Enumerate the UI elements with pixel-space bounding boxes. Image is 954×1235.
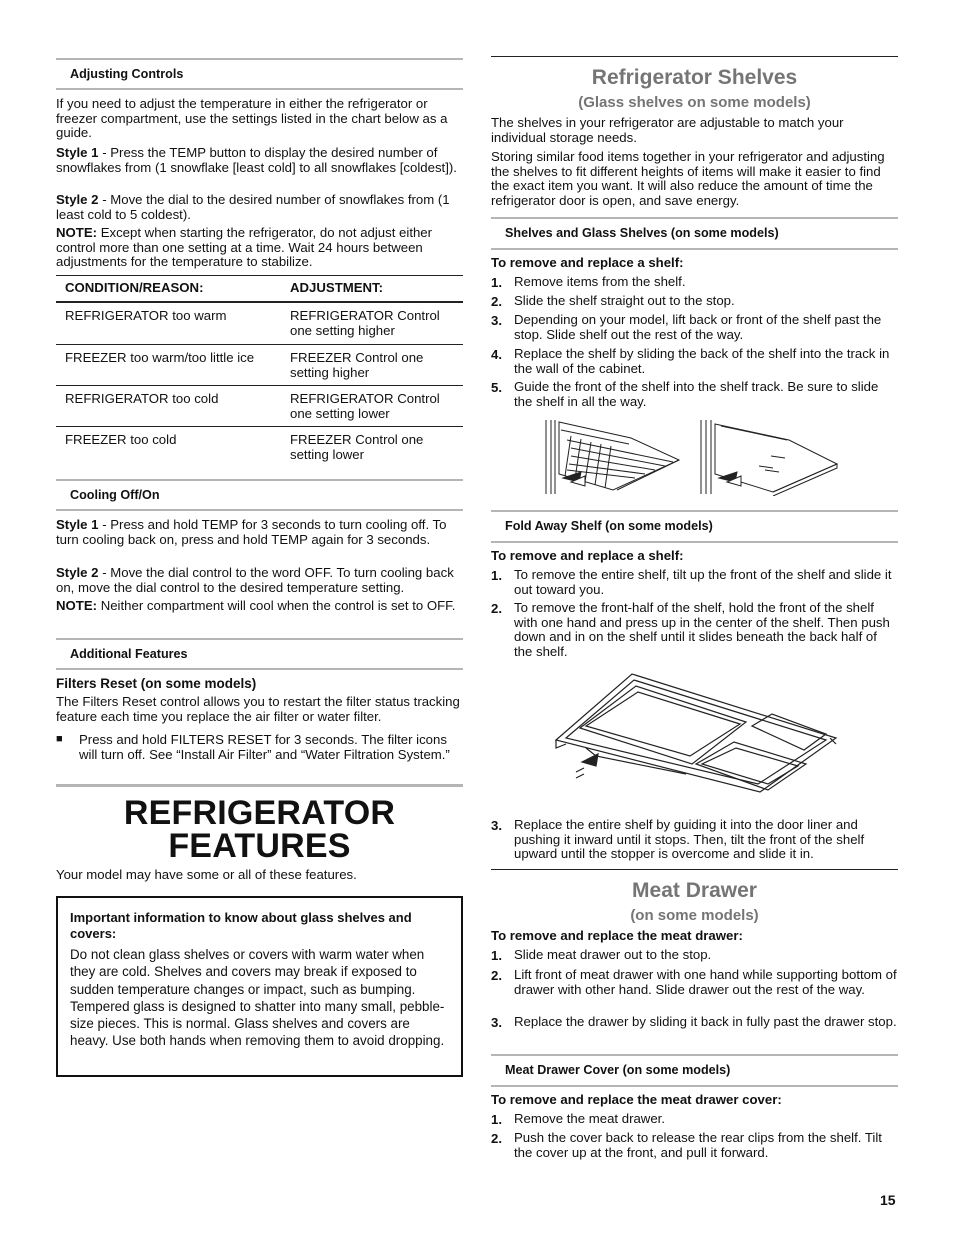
- glass-warning-box: [56, 896, 463, 1077]
- adjustment-table: [56, 275, 463, 481]
- table-cell: REFRIGERATOR too warm: [65, 308, 227, 323]
- filters-bullet-text: Press and hold FILTERS RESET for 3 seconds. The filter icons will turn off. See “Install Air Filter” and “Water Filtration System.”: [79, 732, 450, 762]
- shelf-illustration: [541, 418, 841, 496]
- meat-drawer-title: Meat Drawer: [632, 879, 757, 902]
- meat-drawer-lead: To remove and replace the meat drawer:: [491, 928, 743, 943]
- table-cell: REFRIGERATOR Control one setting lower: [290, 391, 440, 421]
- meat-drawer-rule: [491, 869, 898, 870]
- adjusting-controls-header: [56, 58, 463, 90]
- features-title-line1: REFRIGERATOR: [123, 794, 396, 832]
- adjusting-note: NOTE: Except when starting the refrigerator, do not adjust either control more than one setting at a time. Wait 24 hours between adjustments for the temperature to stabilize.: [56, 225, 433, 270]
- cooling-style2: Style 2 - Move the dial control to the word OFF. To turn cooling back on, move the dial control to the desired temperature setting.: [56, 565, 454, 595]
- glass-shelves-heading: Shelves and Glass Shelves (on some models): [505, 226, 779, 240]
- fold-away-lead: To remove and replace a shelf:: [491, 548, 684, 563]
- adjusting-controls-heading: Adjusting Controls: [70, 67, 184, 81]
- table-row: [56, 303, 463, 345]
- table-cell: REFRIGERATOR Control one setting higher: [290, 308, 440, 338]
- section-divider: [56, 784, 463, 787]
- meat-cover-lead: To remove and replace the meat drawer cover:: [491, 1092, 782, 1107]
- filters-reset-text: The Filters Reset control allows you to restart the filter status tracking feature each time you replace the air filter or water filter.: [56, 694, 460, 724]
- glass-warning-title: Important information to know about glass shelves and covers:: [70, 910, 412, 941]
- shelves-p1: The shelves in your refrigerator are adjustable to match your individual storage needs.: [491, 115, 844, 145]
- adjusting-style2: Style 2 - Move the dial to the desired number of snowflakes from (1 least cold to 5 coldest).: [56, 192, 450, 222]
- cooling-note: NOTE: Neither compartment will cool when the control is set to OFF.: [56, 598, 456, 613]
- table-cell: FREEZER too warm/too little ice: [65, 350, 255, 365]
- table-header-condition: CONDITION/REASON:: [65, 280, 204, 295]
- table-row: [56, 345, 463, 386]
- fold-away-shelf-illustration: [546, 668, 846, 798]
- filters-bullet: [56, 733, 463, 778]
- cooling-style1: Style 1 - Press and hold TEMP for 3 seconds to turn cooling off. To turn cooling back on, press and hold TEMP again for 3 seconds.: [56, 517, 447, 547]
- additional-features-heading: Additional Features: [70, 647, 188, 661]
- glass-shelves-header: [491, 217, 898, 250]
- cooling-header: [56, 479, 463, 511]
- filters-reset-title: Filters Reset (on some models): [56, 676, 257, 691]
- top-rule: [491, 56, 898, 57]
- table-cell: FREEZER Control one setting higher: [290, 350, 424, 380]
- table-cell: FREEZER Control one setting lower: [290, 432, 424, 462]
- fold-away-heading: Fold Away Shelf (on some models): [505, 519, 713, 533]
- bullet-square-icon: ■: [56, 733, 63, 745]
- glass-warning-text: Do not clean glass shelves or covers with warm water when they are cold. Shelves and covers may break if exposed to sudden temperature changes or impact, such as bumping. Tempered glass is designed to shatter into many small, pebble-size pieces. This is normal. Glass shelves and covers are heavy. Use both hands when removing them to avoid dropping.: [70, 947, 445, 1049]
- shelves-title: Refrigerator Shelves: [591, 66, 798, 89]
- meat-cover-header: [491, 1054, 898, 1087]
- cooling-heading: Cooling Off/On: [70, 488, 160, 502]
- shelves-subtitle: (Glass shelves on some models): [578, 94, 811, 111]
- table-header-row: [56, 275, 463, 303]
- table-row: [56, 427, 463, 481]
- table-cell: REFRIGERATOR too cold: [65, 391, 219, 406]
- meat-drawer-subtitle: (on some models): [630, 907, 759, 924]
- features-title-line2: FEATURES: [168, 827, 351, 865]
- shelves-p2: Storing similar food items together in your refrigerator and adjusting the shelves to fit different heights of items will make it easier to find the exact item you want. It will also reduce the amount of time the refrigerator door is open, and save energy.: [491, 149, 885, 208]
- adjusting-style1: Style 1 - Press the TEMP button to display the desired number of snowflakes from (1 snowflake [least cold] to all snowflakes [coldest]).: [56, 145, 457, 175]
- table-cell: FREEZER too cold: [65, 432, 177, 447]
- meat-cover-heading: Meat Drawer Cover (on some models): [505, 1063, 731, 1077]
- table-header-adjustment: ADJUSTMENT:: [290, 280, 384, 295]
- glass-shelves-lead: To remove and replace a shelf:: [491, 255, 684, 270]
- additional-features-header: [56, 638, 463, 670]
- features-intro: Your model may have some or all of these features.: [56, 867, 357, 882]
- adjusting-intro: If you need to adjust the temperature in either the refrigerator or freezer compartment, use the settings listed in the chart below as a guide.: [56, 96, 448, 141]
- table-row: [56, 386, 463, 427]
- fold-away-header: [491, 510, 898, 543]
- page-number: 15: [880, 1192, 896, 1208]
